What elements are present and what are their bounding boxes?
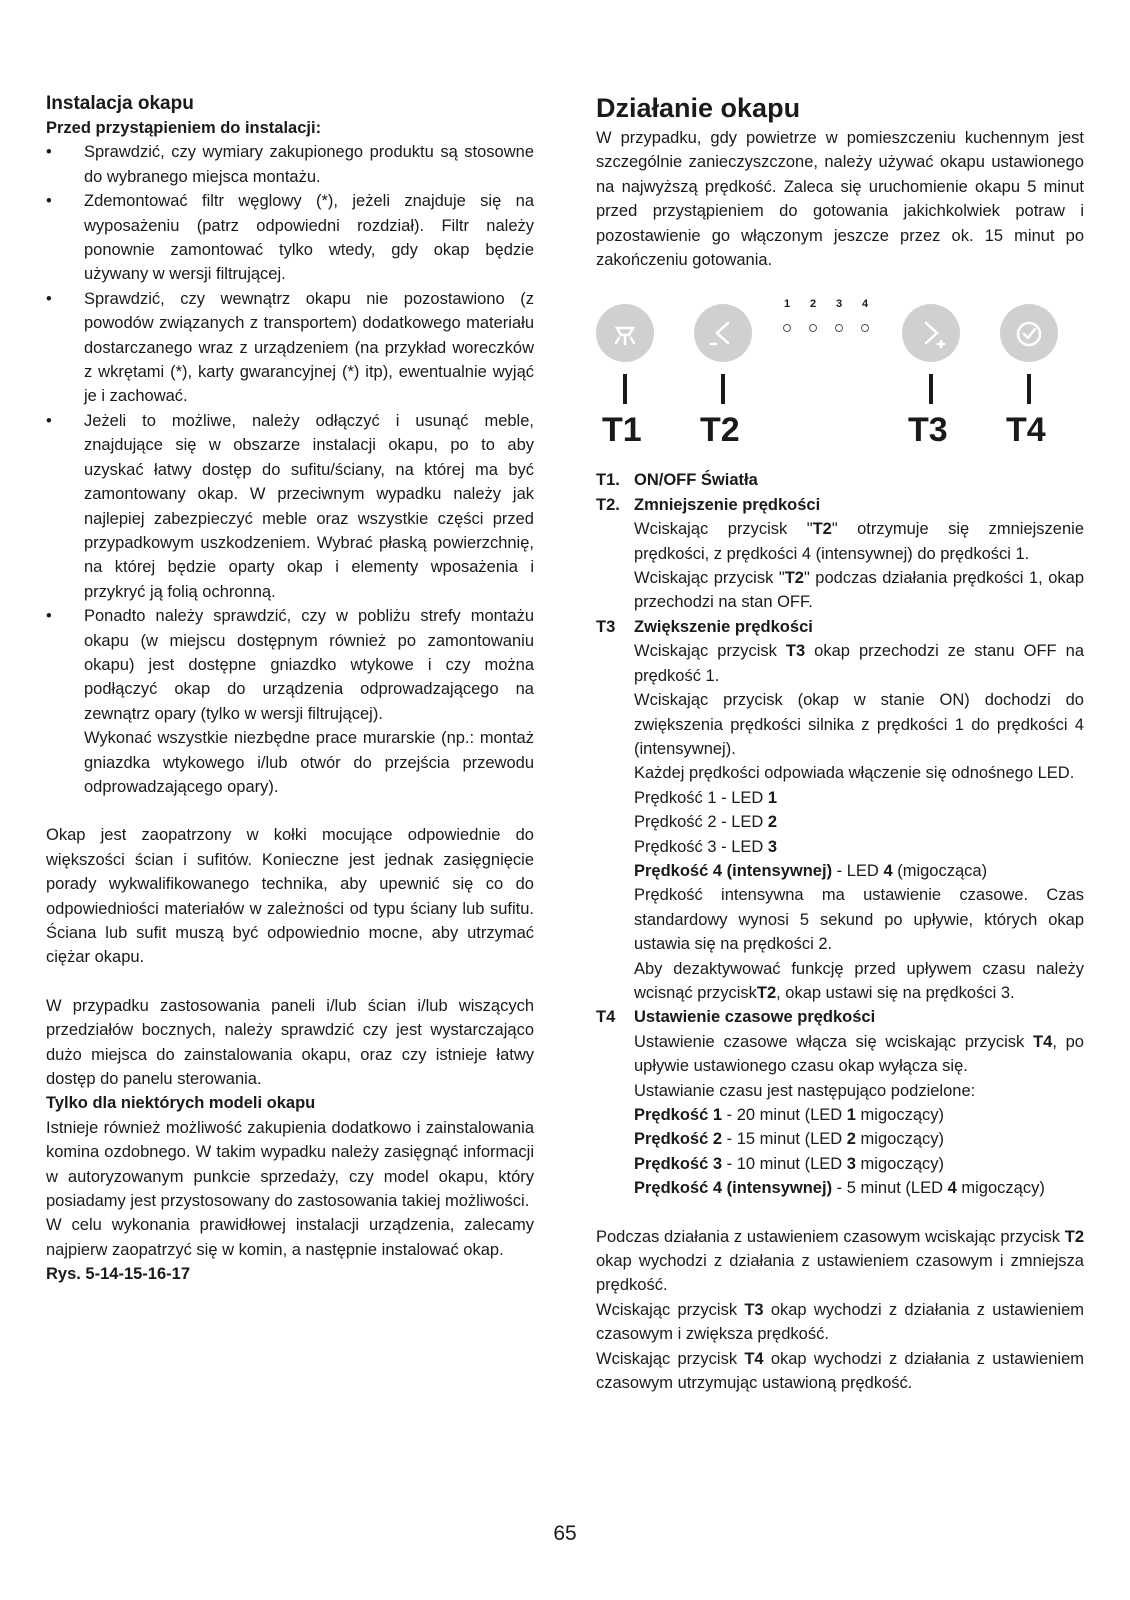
t1-section xyxy=(596,468,1084,492)
light-icon xyxy=(596,304,654,362)
led-number: 4 xyxy=(861,298,869,311)
timer-row: Prędkość 4 (intensywnej) - 5 minut (LED 4 migoczący) xyxy=(634,1179,1045,1198)
page-number: 65 xyxy=(553,1522,577,1545)
led-2 xyxy=(809,324,817,332)
t4-pointer-line xyxy=(1027,374,1031,404)
t3-pointer-line xyxy=(929,374,933,404)
checklist-item: • Zdemontować filtr węglowy (*), jeżeli znajduje się na wyposażeniu (patrz odpowiedni rozdział). Filtr należy ponownie zamontować tylko wtedy, gdy okap będzie używany w wersji filtrującej. xyxy=(46,189,534,287)
mounting-paragraph: Okap jest zaopatrzony w kołki mocujące odpowiednie do większości ścian i sufitów. Konieczne jest jednak zasięgnięcie porady wykwalifikowanego technika, aby upewnić się co do odpowiedniości materiałów w zależności od typu ściany lub sufitu. Ściana lub sufit muszą być odpowiednio mocne, aby utrzymać ciężar okapu. xyxy=(46,826,534,967)
recommendation-paragraph: W celu wykonania prawidłowej instalacji urządzenia, zalecamy najpierw zaopatrzyć się w komin, a następnie instalować okap. xyxy=(46,1216,534,1259)
t1-number: T1. xyxy=(596,471,620,490)
t3-number: T3 xyxy=(596,617,616,636)
t4-label: T4 xyxy=(1006,411,1046,450)
checklist-item: • Sprawdzić, czy wewnątrz okapu nie pozostawiono (z powodów związanych z transportem) dodatkowego materiału dostarczanego wraz z urządzeniem (na przykład woreczków z wkrętami (*), karty gwarancyjnej (*) itp), ewentualnie wyjąć je i zachować. xyxy=(46,287,534,409)
t3-paragraph: Wciskając przycisk (okap w stanie ON) dochodzi do zwiększenia prędkości silnika z prędkości 1 do prędkości 4 (intensywnej). xyxy=(634,691,1084,758)
operation-intro: W przypadku, gdy powietrze w pomieszczeniu kuchennym jest szczególnie zanieczyszczone, należy używać okapu ustawionego na najwyższą prędkość. Zaleca się uruchomienie okapu 5 minut przed przystąpieniem do gotowania jakichkolwiek potraw i pozostawienie go włączonym jeszcze przez ok. 15 minut po zakończeniu gotowania. xyxy=(596,129,1084,270)
t4-title: Ustawienie czasowe prędkości xyxy=(634,1008,876,1027)
t3-paragraph: Prędkość intensywna ma ustawienie czasowe. Czas standardowy wynosi 5 sekund po upływie, których okap ustawia się na prędkości 2. xyxy=(634,886,1084,954)
speed-led-row: Prędkość 1 - LED 1 xyxy=(634,788,778,807)
t2-title: Zmniejszenie prędkości xyxy=(634,495,821,514)
t3-paragraph: Wciskając przycisk T3 okap przechodzi ze stanu OFF na prędkość 1. xyxy=(634,642,1084,685)
led-number: 3 xyxy=(835,298,843,311)
led-number: 1 xyxy=(783,298,791,311)
t3-paragraph: Każdej prędkości odpowiada włączenie się odnośnego LED. xyxy=(634,764,1075,783)
t2-section xyxy=(596,493,1084,615)
timer-row: Prędkość 3 - 10 minut (LED 3 migoczący) xyxy=(634,1154,944,1173)
minus-speed-icon xyxy=(694,304,752,362)
led-1 xyxy=(783,324,791,332)
checklist-item: • Jeżeli to możliwe, należy odłączyć i usunąć meble, znajdujące się w obszarze instalacji okapu, po to aby uzyskać łatwy dostęp do sufitu/ściany, na której ma być zamontowany okap. W przeciwnym wypadku należy jak najlepiej zabezpieczyć meble oraz wszystkie części przed przypadkowym uszkodzeniem. Wybrać płaską powierzchnię, na której będzie oparty okap i elementy wposażenia i przykryć ją folią ochronną. xyxy=(46,409,534,604)
t4-paragraph: Ustawianie czasu jest następująco podzielone: xyxy=(634,1081,976,1100)
t2-pointer-line xyxy=(721,374,725,404)
timer-icon xyxy=(1000,304,1058,362)
plus-speed-icon xyxy=(902,304,960,362)
installation-checklist xyxy=(46,140,534,726)
figure-reference: Rys. 5-14-15-16-17 xyxy=(46,1265,191,1284)
t4-number: T4 xyxy=(596,1008,616,1027)
checklist-item: • Ponadto należy sprawdzić, czy w pobliżu strefy montażu okapu (w miejscu dostępnym również po zamontowaniu okapu) jest dostępne gniazdko wtykowe i czy można podłączyć okap do urządzenia odprowadzającego na zewnątrz opary (tylko w wersji filtrującej). xyxy=(46,604,534,726)
t4-section xyxy=(596,1005,1084,1200)
speed-led-row: Prędkość 2 - LED 2 xyxy=(634,813,778,832)
speed-led-row: Prędkość 4 (intensywnej) - LED 4 (migocząca) xyxy=(634,861,988,880)
right-column xyxy=(596,92,1084,1395)
models-heading: Tylko dla niektórych modeli okapu xyxy=(46,1094,316,1113)
installation-title: Instalacja okapu xyxy=(46,93,194,114)
timer-exit-paragraph: Wciskając przycisk T4 okap wychodzi z działania z ustawieniem czasowym utrzymując ustawioną prędkość. xyxy=(596,1349,1084,1393)
chimney-paragraph: Istnieje również możliwość zakupienia dodatkowo i zainstalowania komina ozdobnego. W takim wypadku należy zasięgnąć informacji w autoryzowanym punkcie sprzedaży, czy model okapu, który posiadamy jest przystosowany do zastosowania takiej możliwości. xyxy=(46,1118,534,1211)
t3-section xyxy=(596,615,1084,1006)
led-3 xyxy=(835,324,843,332)
speed-led-row: Prędkość 3 - LED 3 xyxy=(634,837,778,856)
led-number: 2 xyxy=(809,298,817,311)
operation-title: Działanie okapu xyxy=(596,93,801,123)
led-indicators xyxy=(782,298,872,338)
t2-paragraph: Wciskając przycisk "T2" otrzymuje się zmniejszenie prędkości, z prędkości 4 (intensywnej) do prędkości 1. xyxy=(634,520,1084,563)
t3-label: T3 xyxy=(908,411,948,450)
timer-exit-paragraph: Wciskając przycisk T3 okap wychodzi z działania z ustawieniem czasowym i zwiększa prędkość. xyxy=(596,1300,1084,1344)
t1-label: T1 xyxy=(602,411,642,450)
t1-title: ON/OFF Światła xyxy=(634,471,758,490)
t3-title: Zwiększenie prędkości xyxy=(634,617,813,636)
timer-row: Prędkość 1 - 20 minut (LED 1 migoczący) xyxy=(634,1106,944,1124)
before-installation-heading: Przed przystąpieniem do instalacji: xyxy=(46,119,322,137)
left-column xyxy=(46,92,534,1287)
led-4 xyxy=(861,324,869,332)
timer-row: Prędkość 2 - 15 minut (LED 2 migoczący) xyxy=(634,1130,944,1149)
t1-pointer-line xyxy=(623,374,627,404)
t4-paragraph: Ustawienie czasowe włącza się wciskając przycisk T4, po upływie ustawionego czasu okap wyłącza się. xyxy=(634,1032,1084,1076)
t2-paragraph: Wciskając przycisk "T2" podczas działania prędkości 1, okap przechodzi na stan OFF. xyxy=(634,569,1084,612)
checklist-continuation: Wykonać wszystkie niezbędne prace murarskie (np.: montaż gniazdka wtykowego i/lub otwór do przejścia przewodu odprowadzającego opary). xyxy=(84,729,534,796)
timer-exit-paragraph: Podczas działania z ustawieniem czasowym wciskając przycisk T2 okap wychodzi z działania z ustawieniem czasowym i zmniejsza prędkość. xyxy=(596,1227,1084,1295)
panels-paragraph: W przypadku zastosowania paneli i/lub ścian i/lub wiszących przedziałów bocznych, należy sprawdzić czy jest wystarczająco dużo miejsca do zainstalowania okapu, oraz czy istnieje łatwy dostęp do panelu sterowania. xyxy=(46,996,534,1089)
control-panel-figure xyxy=(596,298,1076,458)
checklist-item: • Sprawdzić, czy wymiary zakupionego produktu są stosowne do wybranego miejsca montażu. xyxy=(46,140,534,189)
t2-label: T2 xyxy=(700,411,740,450)
t3-paragraph: Aby dezaktywować funkcję przed upływem czasu należy wcisnąć przyciskT2, okap ustawi się na prędkości 3. xyxy=(634,959,1084,1002)
t2-number: T2. xyxy=(596,495,620,514)
